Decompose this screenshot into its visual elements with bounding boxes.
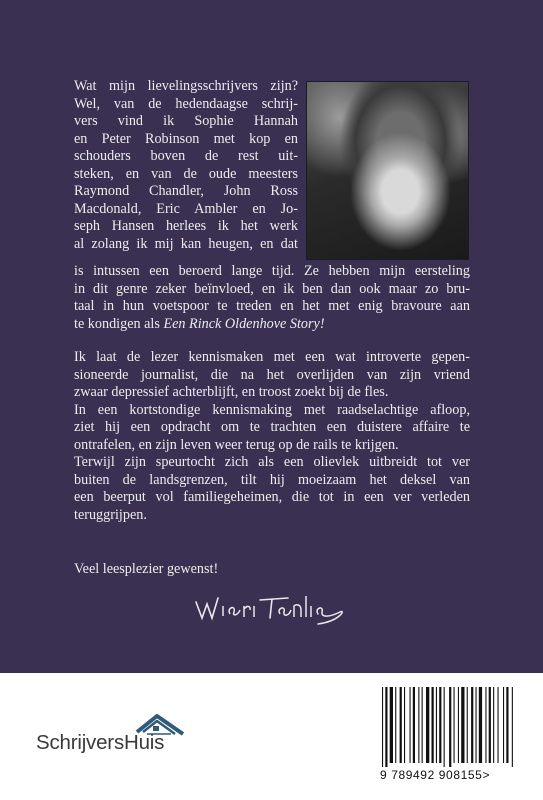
- barcode-bar: [493, 687, 494, 763]
- text-line: is intussen een beroerd lange tijd. Ze hebben mijn eersteling: [74, 263, 470, 279]
- text-line: al zolang ik mij kan heugen, en dat: [74, 235, 298, 252]
- barcode-bar: [454, 687, 455, 763]
- barcode-bar: [512, 687, 513, 767]
- story-paragraph: [74, 349, 470, 524]
- barcode-bar: [400, 687, 402, 763]
- barcode-bar: [476, 687, 477, 763]
- publisher-name: SchrijversHuis: [36, 731, 165, 754]
- barcode-bar: [413, 687, 415, 763]
- barcode-bar: [458, 687, 459, 763]
- barcode-bar: [439, 687, 441, 763]
- barcode-number: [380, 768, 520, 782]
- barcode-bar: [444, 687, 445, 767]
- barcode-bar: [498, 687, 499, 763]
- text-line: ziet hij een opdracht om te trachten een duistere affaire te: [74, 419, 470, 435]
- barcode-bar: [390, 687, 393, 763]
- barcode-bar: [479, 687, 482, 763]
- barcode-bar: [471, 687, 473, 763]
- barcode-bar: [436, 687, 437, 763]
- text-line: Wel, van de hedendaagse schrij-: [74, 95, 298, 112]
- barcode-suffix: >: [482, 768, 491, 782]
- barcode-bar: [385, 687, 387, 767]
- barcode-bar: [418, 687, 419, 763]
- text-line: teruggrijpen.: [74, 506, 147, 523]
- barcode-bar: [404, 687, 405, 763]
- barcode-bar: [410, 687, 411, 763]
- text-line: in dit genre zeker beïnvloed, en ik ben dan ook maar zo bru-: [74, 280, 470, 297]
- closing-line: Veel leesplezier gewenst!: [74, 561, 219, 577]
- intro-paragraph-narrow: [74, 78, 298, 253]
- text-line: sioneerde journalist, die na het overlijden van zijn vriend: [74, 366, 470, 383]
- intro-paragraph-wide: [74, 263, 470, 333]
- barcode-bar: [461, 687, 464, 763]
- author-photo: [306, 81, 469, 260]
- text-line: Raymond Chandler, John Ross: [74, 183, 298, 199]
- text-line: Wat mijn lievelingsschrijvers zijn?: [74, 78, 298, 94]
- author-signature: [190, 584, 350, 632]
- barcode-bar: [422, 687, 423, 763]
- series-name: Een Rinck Oldenhove Story!: [163, 315, 325, 332]
- text-line: taal in hun voetspoor te treden en het met enig bravoure aan: [74, 298, 470, 314]
- text-line: ontrafelen, en zijn leven weer terug op de rails te krijgen.: [74, 436, 399, 453]
- text-line: In een kortstondige kennismaking met raadselachtige afloop,: [74, 401, 470, 418]
- text-line: Ik laat de lezer kennismaken met een wat introverte gepen-: [74, 349, 470, 365]
- ean-barcode: [362, 683, 533, 767]
- text-line: en Peter Robinson met kop en: [74, 130, 298, 147]
- barcode-bar: [382, 687, 383, 767]
- barcode-bar: [467, 687, 468, 763]
- text-line: Terwijl zijn speurtocht zich als een olievlek uitbreidt tot ver: [74, 454, 470, 470]
- isbn-digits: 9 789492 908155: [380, 768, 483, 782]
- text-line: te kondigen als: [74, 315, 164, 332]
- text-line-last: [74, 316, 470, 334]
- barcode-bar: [506, 687, 508, 763]
- text-line: een beerput vol familiegeheimen, die tot in een ver verleden: [74, 489, 470, 505]
- text-line: steken, en van de oude meesters: [74, 165, 298, 182]
- barcode-bar: [426, 687, 429, 763]
- barcode-bar: [432, 687, 434, 763]
- text-line: buiten de landsgrenzen, tilt hij moeizaam het deksel van: [74, 471, 470, 488]
- text-line: schouders boven de rest uit-: [74, 148, 298, 164]
- text-line: vers vind ik Sophie Hannah: [74, 113, 298, 129]
- text-line: seph Hansen herlees ik het werk: [74, 218, 298, 234]
- barcode-bar: [395, 687, 396, 763]
- text-line: Macdonald, Eric Ambler en Jo-: [74, 200, 298, 217]
- barcode-bar: [503, 687, 504, 763]
- barcode-bar: [449, 687, 451, 767]
- text-line: zwaar depressief achterblijft, en troost zoekt bij de fles.: [74, 384, 389, 400]
- barcode-bar: [489, 687, 491, 763]
- barcode-bar: [485, 687, 486, 763]
